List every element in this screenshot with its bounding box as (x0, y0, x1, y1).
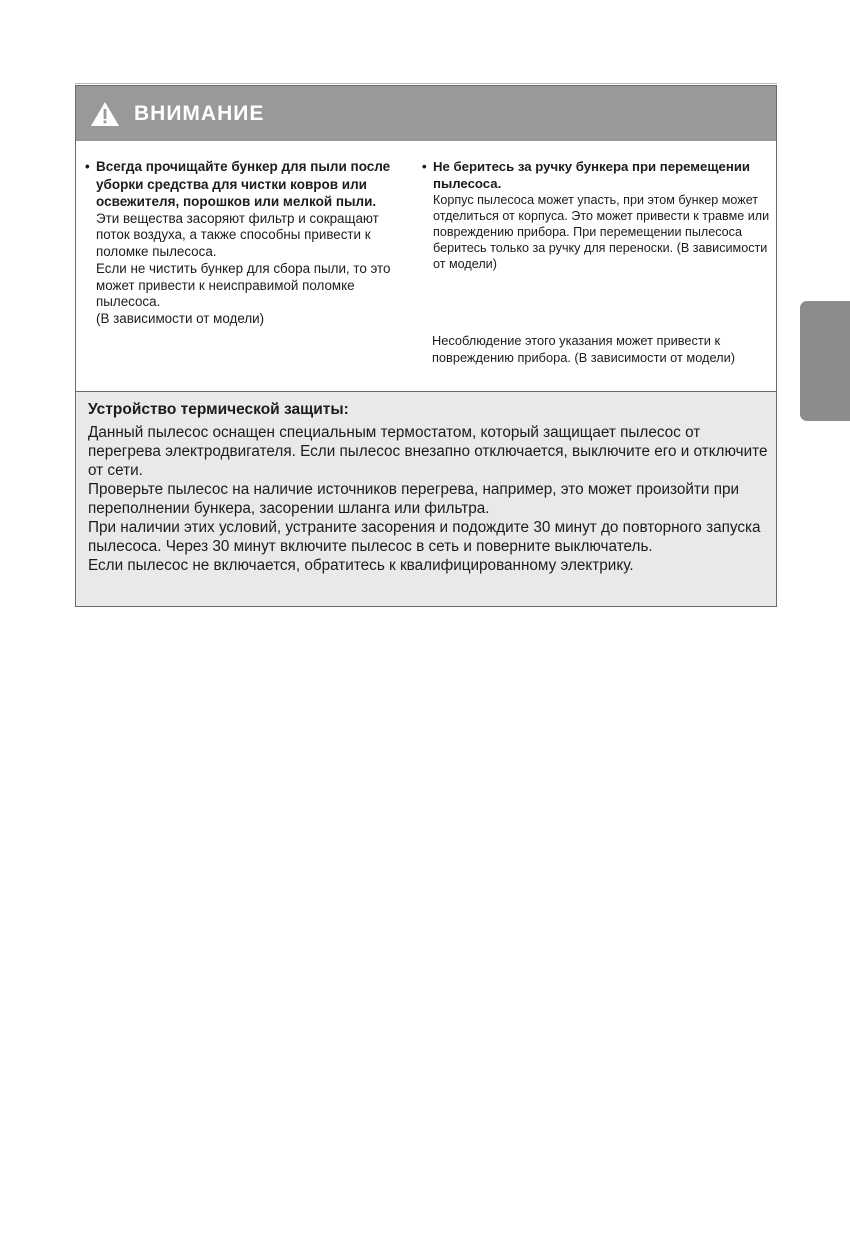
side-tab (800, 301, 850, 421)
warning-triangle-icon (90, 101, 120, 127)
thermal-line: При наличии этих условий, устраните засорения и подождите 30 минут до повторного запуска пылесоса. Через 30 минут включите пылесос в сеть и поверните выключатель. (88, 519, 761, 555)
right-note: Несоблюдение этого указания может привести к повреждению прибора. (В зависимости от модели) (432, 333, 736, 365)
thermal-body (88, 423, 768, 575)
thermal-line: Данный пылесос оснащен специальным термостатом, который защищает пылесос от перегрева электродвигателя. Если пылесос внезапно отключается, выключите его и отключите от сети. (88, 424, 768, 479)
right-para-1-suffix: (В зависимости от модели) (433, 241, 768, 271)
warning-title: ВНИМАНИЕ (134, 102, 265, 125)
left-para-1: Эти вещества засоряют фильтр и сокращают поток воздуха, а также способны привести к поломке пылесоса. (96, 210, 379, 260)
warning-box (75, 85, 777, 607)
bullet-dot: • (85, 159, 90, 174)
thermal-protection-section (76, 391, 776, 606)
thermal-line: Если пылесос не включается, обратитесь к квалифицированному электрику. (88, 557, 634, 574)
left-heading-text: Всегда прочищайте бункер для пыли после уборки средства для чистки ковров или освежителя, порошков или мелкой пыли. (96, 159, 391, 209)
right-heading-text: Не беритесь за ручку бункера при перемещении пылесоса. (433, 159, 751, 191)
thermal-line: Проверьте пылесос на наличие источников перегрева, например, это может произойти при переполнении бункера, засорении шланга или фильтра. (88, 481, 740, 517)
warning-header (76, 86, 776, 141)
right-para-1-text: Корпус пылесоса может упасть, при этом бункер может отделиться от корпуса. Это может привести к травме или повреждению прибора. При перемещении пылесоса беритесь только за ручку для переноски. (433, 193, 770, 255)
top-rule (75, 83, 777, 84)
right-bullet-heading (422, 158, 772, 192)
thermal-title: Устройство термической защиты: (88, 401, 349, 418)
bullet-dot: • (422, 159, 427, 174)
right-column (422, 158, 772, 272)
right-para-1 (422, 192, 772, 272)
left-para-3: (В зависимости от модели) (96, 311, 265, 327)
left-bullet-heading (85, 158, 407, 211)
left-column (85, 158, 407, 328)
left-para-2: Если не чистить бункер для сбора пыли, то это может привести к неисправимой поломке пылесоса. (96, 260, 391, 310)
